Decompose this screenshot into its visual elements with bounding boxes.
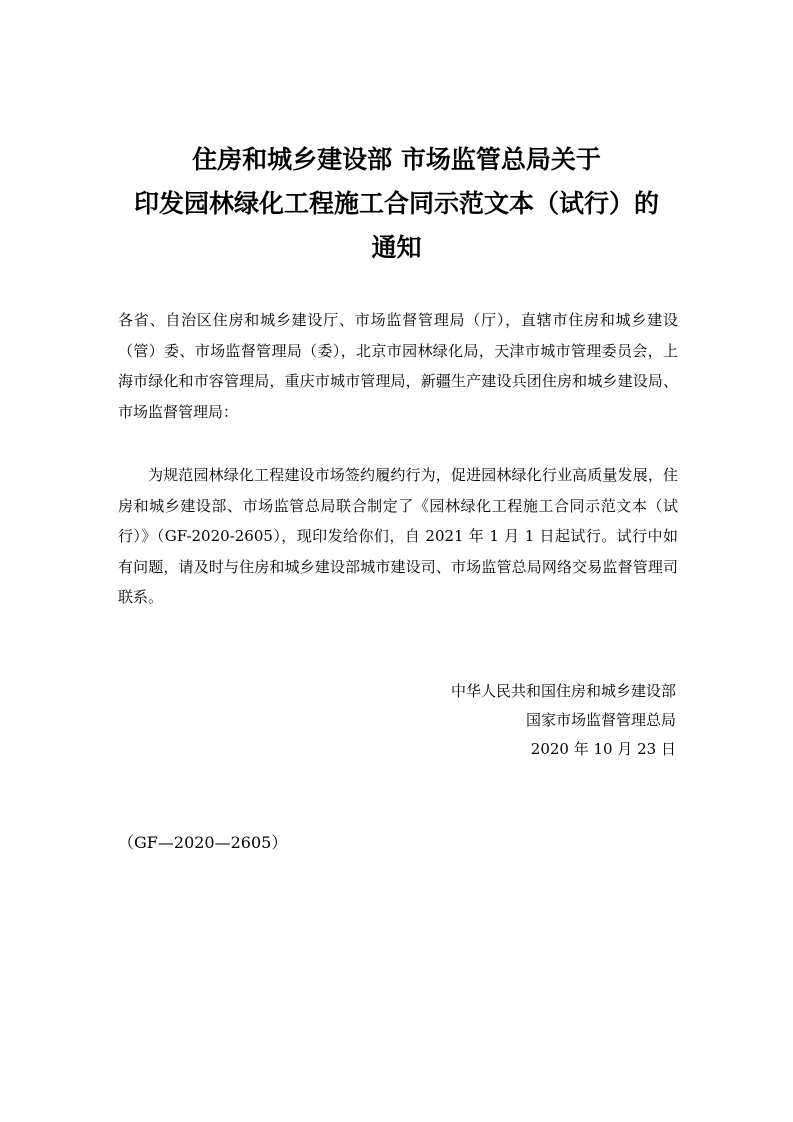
signature-block — [451, 677, 676, 764]
document-code: （GF—2020—2605） — [118, 833, 288, 852]
signature-ministry: 中华人民共和国住房和城乡建设部 — [450, 682, 676, 700]
document-title — [90, 138, 703, 270]
salutation-paragraph: 各省、自治区住房和城乡建设厅、市场监督管理局（厅），直辖市住房和城乡建设（管）委、市场监督管理局（委），北京市园林绿化局，天津市城市管理委员会，上海市绿化和市容管理局，重庆市城市管理局，新疆生产建设兵团住房和城乡建设局、市场监督管理局： — [118, 311, 678, 421]
body-paragraph: 为规范园林绿化工程建设市场签约履约行为，促进园林绿化行业高质量发展，住房和城乡建设部、市场监管总局联合制定了《园林绿化工程施工合同示范文本（试行）》（GF-2020-2605），现印发给你们，自 2021 年 1 月 1 日起试行。试行中如有问题，请及时与住房和城乡建设部城市建设司、市场监管总局网络交易监督管理司联系。 — [118, 466, 678, 606]
title-line-1: 住房和城乡建设部 市场监管总局关于 — [192, 145, 601, 174]
signature-administration: 国家市场监督管理总局 — [525, 711, 676, 729]
issue-date: 2020 年 10 月 23 日 — [530, 740, 676, 758]
title-line-2: 印发园林绿化工程施工合同示范文本（试行）的 — [133, 189, 659, 218]
title-line-3: 通知 — [371, 233, 422, 262]
